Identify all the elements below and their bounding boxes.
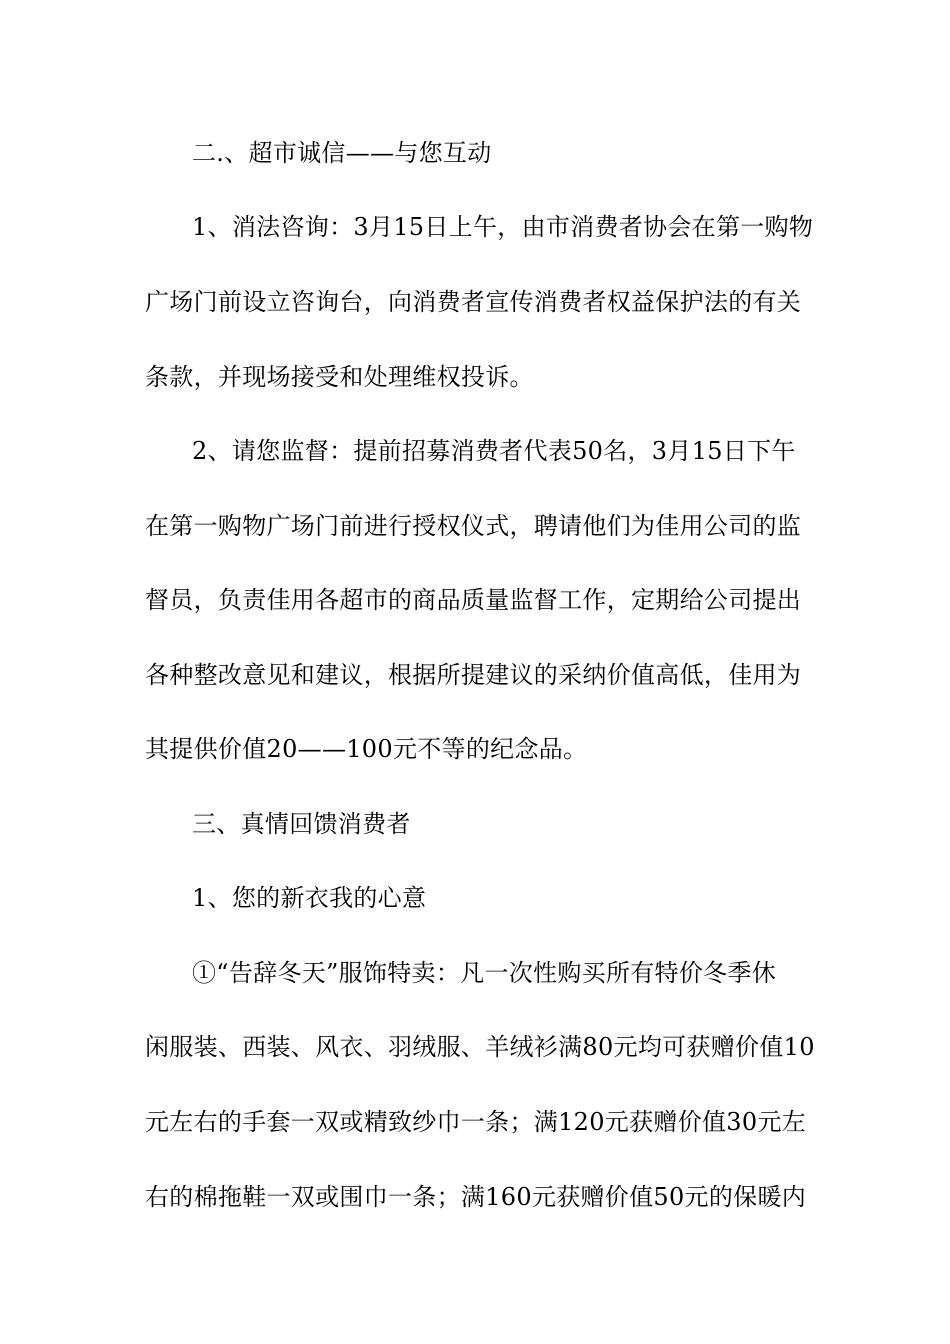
paragraph-line: 广场门前设立咨询台，向消费者宣传消费者权益保护法的有关 [145,288,802,316]
paragraph-line: ①“告辞冬天”服饰特卖：凡一次性购买所有特价冬季休 [192,959,777,987]
subsection-heading: 1、您的新衣我的心意 [192,884,427,912]
paragraph-line: 右的棉拖鞋一双或围巾一条；满160元获赠价值50元的保暖内 [145,1183,807,1211]
paragraph-line: 其提供价值20——100元不等的纪念品。 [145,735,588,763]
paragraph-line: 各种整改意见和建议，根据所提建议的采纳价值高低，佳用为 [145,661,802,689]
paragraph-line: 2、请您监督：提前招募消费者代表50名，3月15日下午 [192,437,796,465]
paragraph-line: 督员，负责佳用各超市的商品质量监督工作，定期给公司提出 [145,586,802,614]
paragraph-line: 1、消法咨询：3月15日上午，由市消费者协会在第一购物 [192,213,814,241]
paragraph-line: 闲服装、西装、风衣、羽绒服、羊绒衫满80元均可获赠价值10 [145,1033,815,1061]
paragraph-line: 在第一购物广场门前进行授权仪式，聘请他们为佳用公司的监 [145,512,802,540]
section-heading-3: 三、真情回馈消费者 [192,810,411,838]
section-heading-2: 二.、超市诚信——与您互动 [192,139,492,167]
paragraph-line: 元左右的手套一双或精致纱巾一条；满120元获赠价值30元左 [145,1108,807,1136]
paragraph-line: 条款，并现场接受和处理维权投诉。 [145,363,534,391]
